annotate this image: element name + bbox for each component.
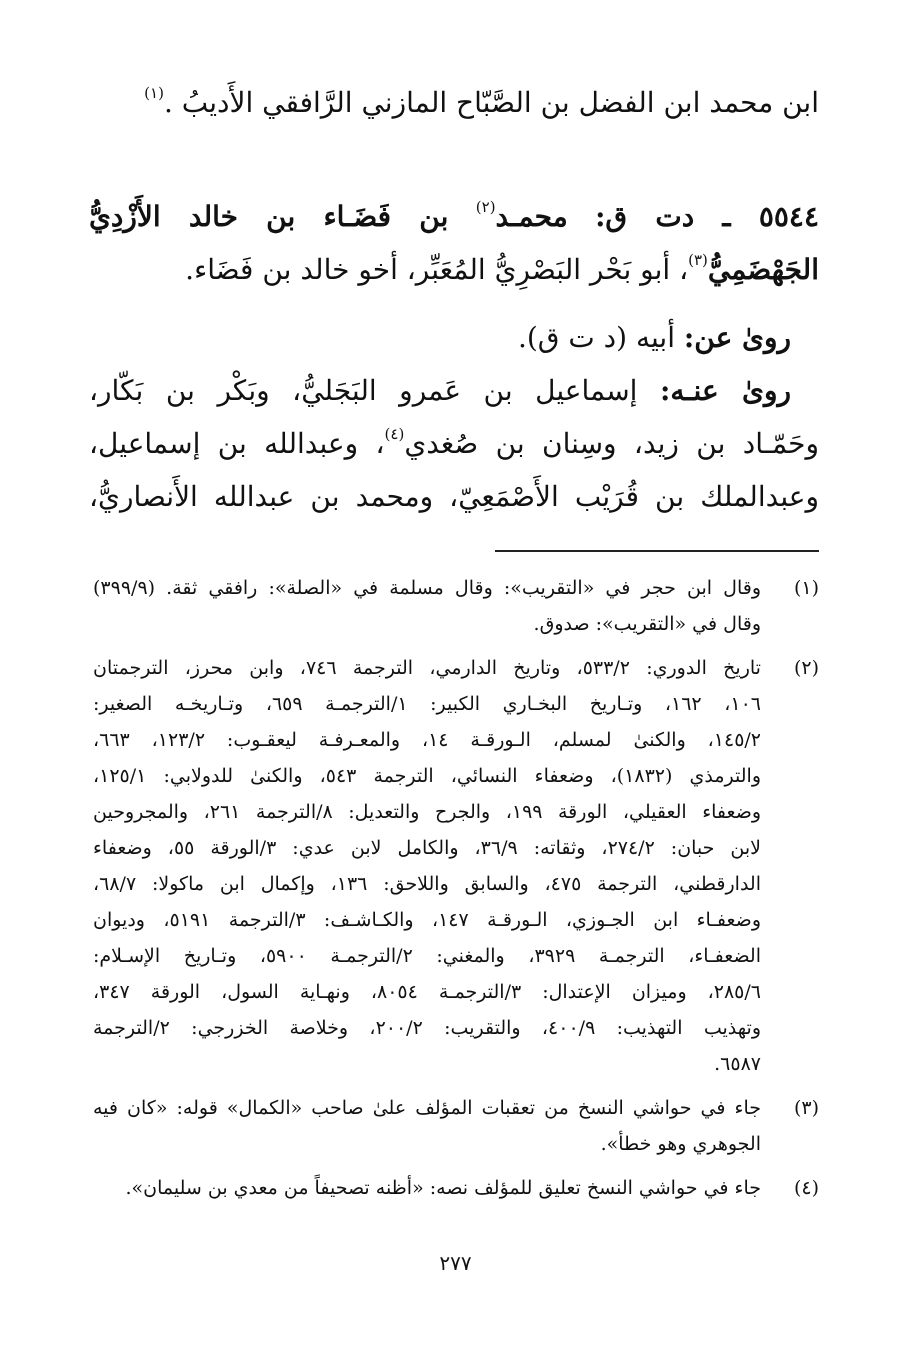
footnote-1-line-2: وقال في «التقريب»: صدوق.	[533, 613, 761, 635]
footnote-2-line-11: وتهذيب التهذيب: ٤٠٠/٩، والتقريب: ٢٠٠/٢، وخلاصة الخزرجي: ٢/الترجمة	[93, 1017, 761, 1039]
footnote-2-line-3: ١٤٥/٢، والكنىٰ لمسلم، الـورقـة ١٤، والمعـرفـة ليعقـوب: ١٢٣/٢، ٦٦٣،	[93, 729, 762, 751]
footnote-2-line-8: وضعفـاء ابن الجـوزي، الـورقـة ١٤٧، والكـاشـف: ٣/الترجمة ٥١٩١، وديوان	[93, 909, 761, 931]
footnote-2-line-12: ٦٥٨٧.	[714, 1053, 761, 1075]
main-line-6	[89, 424, 819, 468]
rawa-an-line	[89, 318, 819, 358]
footnote-3-line-1: جاء في حواشي النسخ من تعقبات المؤلف علىٰ صاحب «الكمال» قوله: «كان فيه	[93, 1097, 761, 1119]
footnote-separator	[495, 550, 819, 552]
footnote-2-line-9: الضعفـاء، الترجمـة ٣٩٢٩، والمغني: ٢/الترجمـة ٥٩٠٠، وتـاريخ الإسـلام:	[93, 945, 761, 967]
rawa-an-label: روىٰ عن:	[683, 321, 791, 354]
footnote-1-line-1: وقال ابن حجر في «التقريب»: وقال مسلمة في «الصلة»: رافقي ثقة. (٣٩٩/٩)	[93, 577, 761, 599]
footnote-ref-4: (٤)	[384, 425, 405, 443]
rawa-anhu-text: إسماعيل بن عَمرو البَجَليُّ، وبَكْر بن بَكّار،	[89, 374, 638, 407]
page-number: ٢٧٧	[439, 1251, 472, 1275]
footnote-2-number: (٢)	[793, 657, 819, 679]
entry-name: محمـد	[495, 200, 568, 233]
main-line-7	[89, 477, 819, 517]
rawa-anhu-label: روىٰ عنـه:	[659, 374, 791, 407]
entry-line-2-text: ، أبو بَحْر البَصْرِيُّ المُعَبِّر، أخو خالد بن فَضَاء.	[185, 253, 689, 286]
footnote-2-line-10: ٢٨٥/٦، وميزان الإعتدال: ٣/الترجمـة ٨٠٥٤، ونهـاية السول، الورقة ٣٤٧،	[93, 981, 761, 1003]
footnote-ref-1: (١)	[144, 84, 164, 102]
footnote-2-line-6: لابن حبان: ٢٧٤/٢، وثقاته: ٣٦/٩، والكامل لابن عدي: ٣/الورقة ٥٥، وضعفاء	[93, 837, 761, 859]
footnote-2-line-7: الدارقطني، الترجمة ٤٧٥، والسابق واللاحق: ١٣٦، وإكمال ابن ماكولا: ٦٨/٧،	[93, 873, 761, 895]
footnote-4-number: (٤)	[793, 1177, 819, 1199]
footnote-4-line-1: جاء في حواشي النسخ تعليق للمؤلف نصه: «أظنه تصحيفاً من معدي بن سليمان».	[125, 1177, 761, 1199]
footnote-2-line-1: تاريخ الدوري: ٥٣٣/٢، وتاريخ الدارمي، الترجمة ٧٤٦، وابن محرز، الترجمتان	[93, 657, 761, 679]
rawa-an-text: أبيه (د ت ق).	[517, 321, 676, 354]
footnote-ref-3: (٣)	[688, 251, 708, 269]
footnote-3-number: (٣)	[793, 1097, 819, 1119]
main-line-6b: ، وعبدالله بن إسماعيل،	[89, 427, 385, 460]
footnote-ref-2: (٢)	[475, 198, 496, 216]
entry-heading-line	[89, 197, 819, 241]
footnote-2-line-2: ١٠٦، ١٦٢، وتـاريخ البخـاري الكبير: ١/الترجمـة ٦٥٩، وتـاريخـه الصغير:	[93, 693, 761, 715]
entry-number: ٥٥٤٤ ـ دت ق:	[595, 200, 819, 233]
main-line-0-text: ابن محمد ابن الفضل بن الصَّبّاح المازني الرَّافقي الأَديبُ .	[163, 86, 819, 119]
entry-name-rest: بن فَضَـاء بن خالد الأَزْدِيُّ	[89, 200, 449, 233]
main-line-7-text: وعبدالملك بن قُرَيْب الأَصْمَعِيّ، ومحمد بن عبدالله الأَنصاريُّ،	[89, 480, 819, 513]
footnote-2-line-5: وضعفاء العقيلي، الورقة ١٩٩، والجرح والتعديل: ٨/الترجمة ٢٦١، والمجروحين	[93, 801, 762, 823]
rawa-anhu-line	[89, 371, 819, 411]
footnote-1-number: (١)	[793, 577, 819, 599]
main-line-0	[89, 83, 819, 127]
entry-nisba: الجَهْضَمِيُّ	[707, 253, 819, 286]
entry-line-2	[89, 250, 819, 294]
footnote-3-line-2: الجوهري وهو خطأ».	[600, 1133, 761, 1155]
footnote-2-line-4: والترمذي (١٨٣٢)، وضعفاء النسائي، الترجمة ٥٤٣، والكنىٰ للدولابي: ١٢٥/١،	[93, 765, 761, 787]
main-line-6a: وحَمّـاد بن زيد، وسِنان بن صُغدي	[404, 427, 819, 460]
